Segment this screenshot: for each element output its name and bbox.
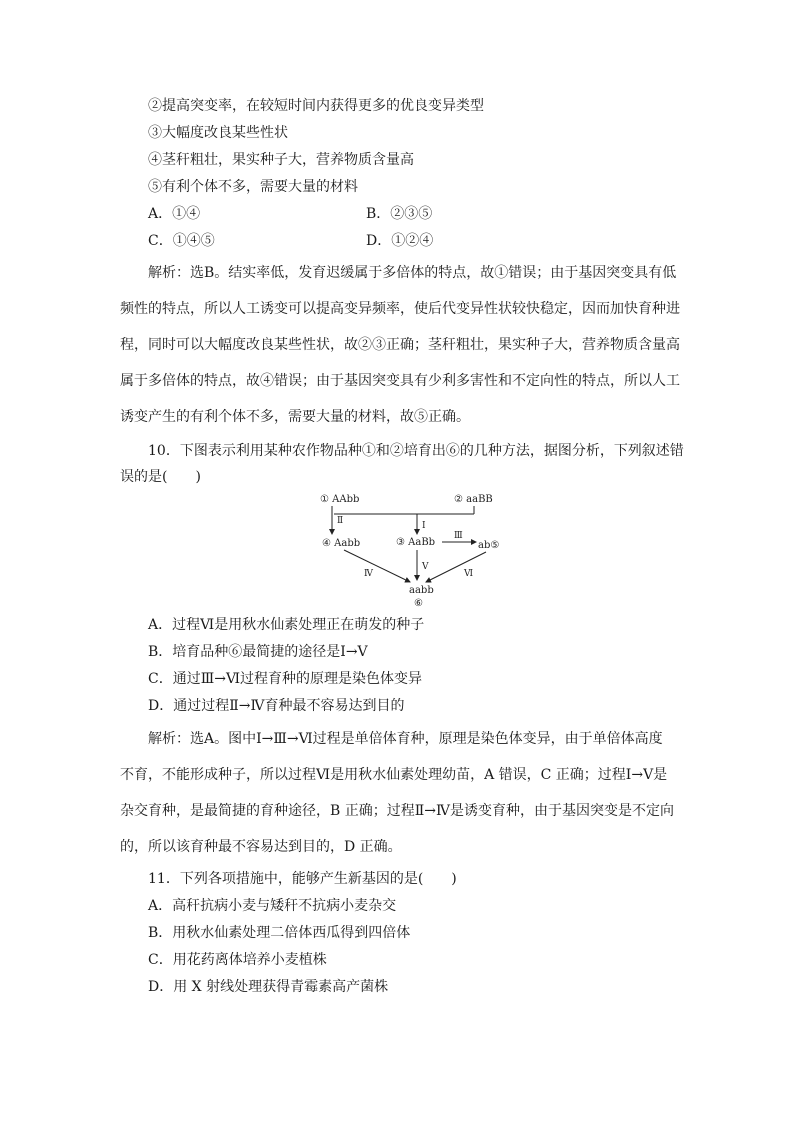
q9-option-a: A．①④	[148, 206, 201, 222]
node-6-number: ⑥	[414, 598, 423, 609]
q10-explanation-line: 杂交育种，是最简捷的育种途径，B 正确；过程Ⅱ→Ⅳ是诱变育种，由于基因突变是不定向	[120, 803, 674, 819]
q9-explanation-line: 程，同时可以大幅度改良某些性状，故②③正确；茎秆粗壮，果实种子大，营养物质含量高	[120, 337, 680, 353]
arrow-v-label: Ⅴ	[422, 562, 429, 572]
arrow-iii-label: Ⅲ	[454, 531, 463, 541]
q9-explanation-line: 属于多倍体的特点，故④错误；由于基因突变具有少利多害性和不定向性的特点，所以人工	[120, 373, 680, 389]
q10-option-d: D．通过过程Ⅱ→Ⅳ育种最不容易达到目的	[148, 698, 405, 714]
q10-stem-line: 误的是( )	[120, 469, 201, 485]
q9-item-4: ④茎秆粗壮，果实种子大，营养物质含量高	[148, 152, 414, 168]
q9-explanation-line: 解析：选B。结实率低，发育迟缓属于多倍体的特点，故①错误；由于基因突变具有低	[148, 265, 677, 281]
q10-explanation-line: 的，所以该育种最不容易达到目的，D 正确。	[120, 839, 402, 855]
q10-option-a: A．过程Ⅵ是用秋水仙素处理正在萌发的种子	[148, 617, 425, 633]
node-6-genotype: aabb	[409, 585, 434, 596]
arrow-ii-label: Ⅱ	[337, 516, 344, 526]
q9-option-d: D．①②④	[366, 233, 434, 249]
breeding-diagram	[314, 490, 514, 612]
q10-option-b: B．培育品种⑥最简捷的途径是Ⅰ→Ⅴ	[148, 644, 368, 660]
arrow-iv	[344, 550, 410, 582]
q10-explanation-line: 不育，不能形成种子，所以过程Ⅵ是用秋水仙素处理幼苗，A 错误，C 正确；过程Ⅰ→Ⅴ是	[120, 767, 668, 783]
node-5-label: ab⑤	[478, 540, 500, 551]
q9-explanation-line: 诱变产生的有利个体不多，需要大量的材料，故⑤正确。	[120, 409, 470, 425]
q10-stem-line: 10．下图表示利用某种农作物品种①和②培育出⑥的几种方法，据图分析，下列叙述错	[148, 443, 684, 459]
q11-option-d: D．用 X 射线处理获得青霉素高产菌株	[148, 979, 389, 995]
q10-explanation-line: 解析：选A。图中Ⅰ→Ⅲ→Ⅵ过程是单倍体育种，原理是染色体变异，由于单倍体高度	[148, 731, 663, 747]
q11-option-b: B．用秋水仙素处理二倍体西瓜得到四倍体	[148, 925, 411, 941]
q9-explanation-line: 频性的特点，所以人工诱变可以提高变异频率，使后代变异性状较快稳定，因而加快育种进	[120, 301, 680, 317]
q11-option-c: C．用花药离体培养小麦植株	[148, 952, 327, 968]
node-3-label: ③ AaBb	[396, 537, 436, 548]
arrow-iv-label: Ⅳ	[364, 569, 373, 579]
q9-item-5: ⑤有利个体不多，需要大量的材料	[148, 179, 358, 195]
arrow-vi-label: Ⅵ	[464, 569, 474, 579]
q9-option-b: B．②③⑤	[366, 206, 433, 222]
arrow-i-label: Ⅰ	[422, 521, 426, 531]
node-4-label: ④ Aabb	[322, 538, 361, 549]
q9-item-3: ③大幅度改良某些性状	[148, 125, 288, 141]
q11-option-a: A．高秆抗病小麦与矮秆不抗病小麦杂交	[148, 898, 397, 914]
q9-item-2: ②提高突变率，在较短时间内获得更多的优良变异类型	[148, 98, 484, 114]
arrow-vi	[426, 552, 486, 582]
node-2-label: ② aaBB	[454, 494, 493, 505]
q9-option-c: C．①④⑤	[148, 233, 215, 249]
q10-option-c: C．通过Ⅲ→Ⅵ过程育种的原理是染色体变异	[148, 671, 423, 687]
node-1-label: ① AAbb	[320, 494, 360, 505]
q11-stem: 11．下列各项措施中，能够产生新基因的是( )	[148, 871, 457, 887]
